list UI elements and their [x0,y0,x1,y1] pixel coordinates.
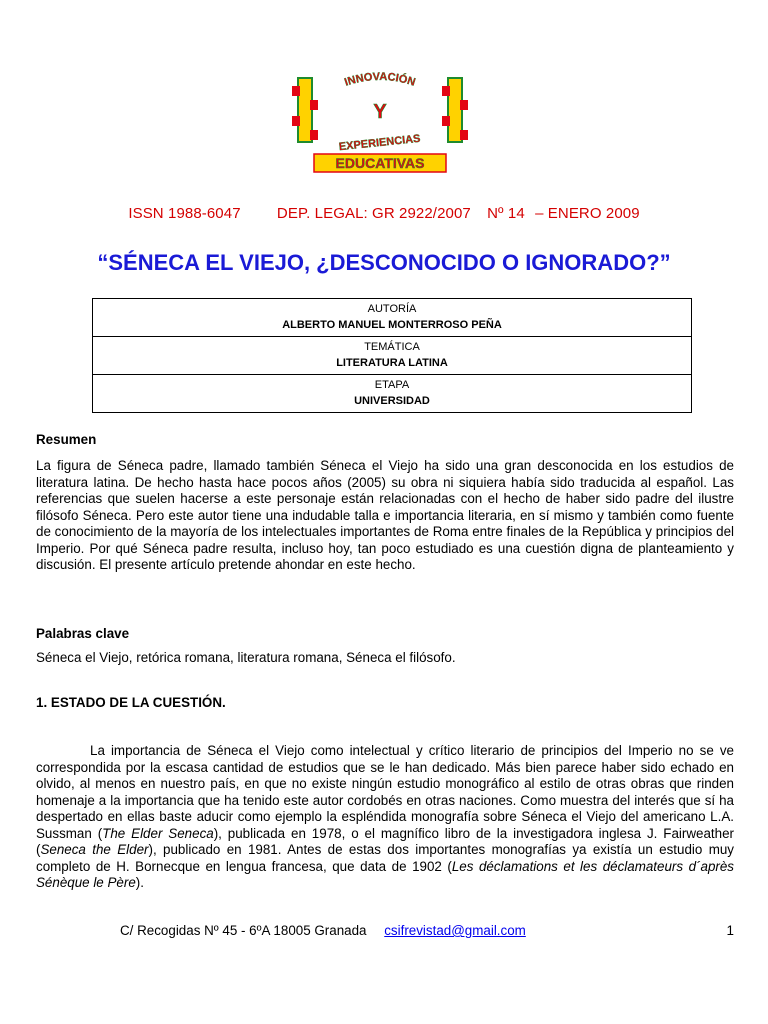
table-row [93,299,692,337]
book-title: Seneca the Elder [40,842,149,857]
book-title: Les déclamations et les déclamateurs d´après Sénèque le Père [36,858,734,890]
info-value: ALBERTO MANUEL MONTERROSO PEÑA [282,319,502,331]
logo-center-text: Y [373,101,387,123]
keywords-heading: Palabras clave [36,626,130,641]
page-number: 1 [726,923,734,938]
legal-deposit: DEP. LEGAL: GR 2922/2007 [276,205,471,222]
abstract-heading: Resumen [36,432,97,447]
info-value: LITERATURA LATINA [336,357,448,369]
article-info-table [92,298,692,413]
table-row [93,375,692,413]
text-run: ), publicado en 1981. Antes de estas dos importantes monografías ya existía un estudio muy completo de H. Bornecque en lengua francesa, que data de 1902 ( [36,842,734,874]
table-row [93,337,692,375]
text-run: ). [135,875,144,890]
page-footer [120,923,734,938]
logo-lower-text: EXPERIENCIAS [338,132,422,154]
issue-number: Nº 14 [487,205,525,222]
issue-date: – ENERO 2009 [535,205,640,222]
article-title: “SÉNECA EL VIEJO, ¿DESCONOCIDO O IGNORADO?” [97,250,671,275]
footer-address: C/ Recogidas Nº 45 - 6ºA 18005 Granada [120,923,367,938]
logo-bottom-text: EDUCATIVAS [335,155,425,171]
info-cell-stage [93,375,692,413]
logo-arc-text: INNOVACIÓN [343,70,417,89]
info-value: UNIVERSIDAD [354,395,430,407]
abstract-text: La figura de Séneca padre, llamado también Séneca el Viejo ha sido una gran desconocida en los estudios de literatura latina. De hecho hasta hace pocos años (2005) su obra ni siquiera había sido traducida al español. Las referencias que suelen hacerse a este personaje están relacionadas con el hecho de haber sido padre del ilustre filósofo Séneca. Pero este autor tiene una indudable talla e importancia literaria, en sí mismo y también como fuente de conocimiento de la mayoría de los intelectuales importantes de Roma entre finales de la República y principios del Imperio. Por qué Séneca padre resulta, incluso hoy, tan poco estudiado es una cuestión digna de planteamiento y discusión. El presente artículo pretende ahondar en este hecho. [36,458,734,572]
issn-label: ISSN 1988-6047 [128,205,241,222]
book-title: The Elder Seneca [102,825,214,841]
footer-email-link[interactable]: csifrevistad@gmail.com [384,923,526,938]
info-cell-topic [93,337,692,375]
svg-text:INNOVACIÓN [343,71,417,89]
text-run: La importancia de Séneca el Viejo como intelectual y crítico literario de principios del Imperio no se ve correspondida por la escasa cantidad de estudios que se le han dedicado. Más bien parece haber sido echado en olvido, al menos en nuestro país, en que no existe ningún estudio monográfico al estilo de otras obras que rinden homenaje a la importancia que ha tenido este autor cordobés en otras naciones. Como muestra del interés que sí ha despertado en ellas baste aducir como ejemplo la espléndida monografía sobre Séneca el Viejo del americano L.A. Sussman ( [36,743,734,841]
logo-right-column [442,78,468,142]
logo-left-column [292,78,318,142]
info-cell-author [93,299,692,337]
journal-logo [290,70,470,180]
text-run: ), publicada en 1978, o el magnífico libro de la investigadora inglesa J. Fairweather ( [36,825,734,857]
section-heading: 1. ESTADO DE LA CUESTIÓN. [36,695,226,710]
info-label: ETAPA [374,379,410,391]
section-paragraph [36,743,734,892]
info-label: TEMÁTICA [364,341,420,353]
issue-info [0,205,768,222]
keywords-text: Séneca el Viejo, retórica romana, literatura romana, Séneca el filósofo. [36,650,456,665]
info-label: AUTORÍA [367,303,417,315]
